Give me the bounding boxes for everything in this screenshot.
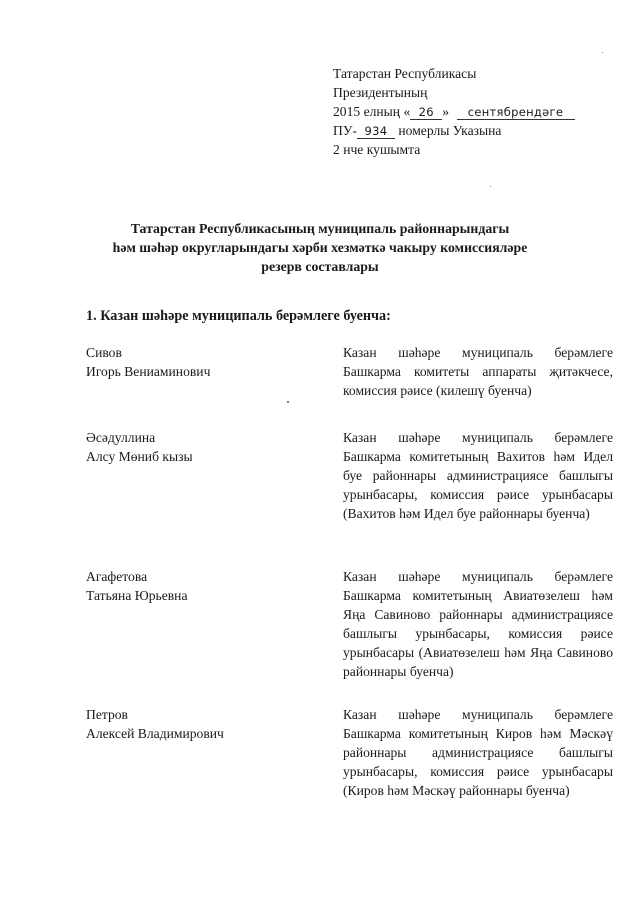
title-line-3: резерв составлары xyxy=(261,259,379,274)
year-text: 2015 елның « xyxy=(333,104,411,119)
title-line-2: һәм шәһәр округларындагы хәрби хезмәткә чакыру комиссияләре xyxy=(112,240,528,255)
member-surname: Петров xyxy=(86,707,128,722)
title-line-1: Татарстан Республикасының муниципаль районнарындагы xyxy=(130,221,510,236)
handwritten-month: сентябрендәге xyxy=(457,105,575,120)
header-line-5: 2 нче кушымта xyxy=(333,142,421,157)
member-name xyxy=(86,343,326,381)
scan-speck xyxy=(602,52,603,53)
handwritten-day: 26 xyxy=(410,105,442,120)
member-name xyxy=(86,567,326,605)
member-given-name: Игорь Вениаминович xyxy=(86,364,211,379)
member-position: Казан шәһәре муниципаль берәмлеге Башкарма комитеты аппараты җитәкчесе, комиссия рәисе (килешү буенча) xyxy=(343,345,613,398)
header-decree-line xyxy=(333,121,623,140)
quote-close: » xyxy=(442,104,450,119)
member-surname: Сивов xyxy=(86,345,122,360)
member-given-name: Алсу Мөниб кызы xyxy=(86,449,193,464)
member-given-name: Татьяна Юрьевна xyxy=(86,588,188,603)
member-surname: Агафетова xyxy=(86,569,148,584)
scan-speck xyxy=(490,186,491,187)
member-position: Казан шәһәре муниципаль берәмлеге Башкарма комитетының Киров һәм Мәскәү районнары администрациясе башлыгы урынбасары, комиссия рәисе урынбасары (Киров һәм Мәскәү районнары буенча) xyxy=(343,707,613,798)
document-title xyxy=(70,219,570,276)
appendix-header xyxy=(333,64,623,159)
member-surname: Әсәдуллина xyxy=(86,430,156,445)
member-position: Казан шәһәре муниципаль берәмлеге Башкарма комитетының Вахитов һәм Идел буе районнары администрациясе башлыгы урынбасары, комиссия рәисе урынбасары (Вахитов һәм Идел буе районнары буенча) xyxy=(343,430,613,521)
member-name xyxy=(86,428,326,466)
member-name xyxy=(86,705,326,743)
scan-speck xyxy=(287,401,289,403)
section-heading: 1. Казан шәһәре муниципаль берәмлеге буенча: xyxy=(86,308,391,324)
pu-suffix: номерлы Указына xyxy=(398,123,502,138)
handwritten-decree-number: 934 xyxy=(357,124,395,139)
pu-prefix: ПУ- xyxy=(333,123,357,138)
header-line-1: Татарстан Республикасы xyxy=(333,66,477,81)
header-line-2: Президентының xyxy=(333,85,428,100)
member-given-name: Алексей Владимирович xyxy=(86,726,224,741)
member-position: Казан шәһәре муниципаль берәмлеге Башкарма комитетының Авиатөзелеш һәм Яңа Савиново районнары администрациясе башлыгы урынбасары, комиссия рәисе урынбасары (Авиатөзелеш һәм Яңа Савиново районнары буенча) xyxy=(343,569,613,679)
header-date-line xyxy=(333,102,623,121)
